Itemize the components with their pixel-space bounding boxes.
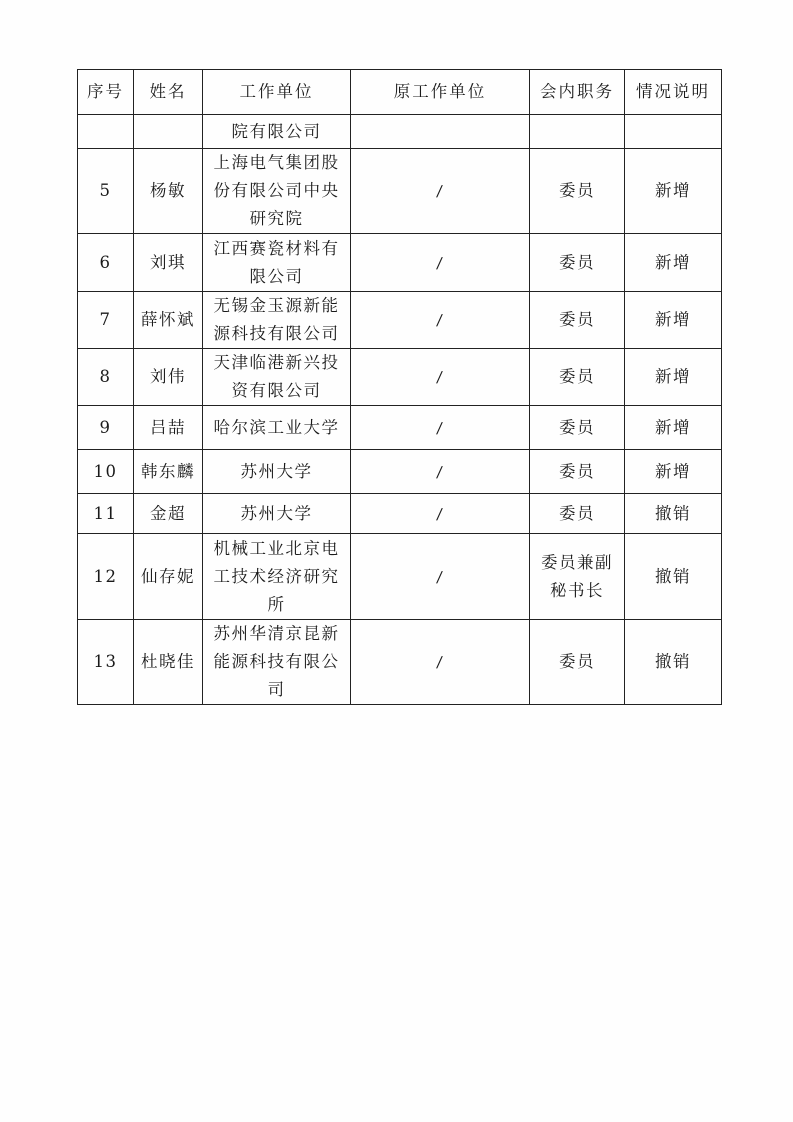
- cell-work-unit: [203, 620, 351, 705]
- header-no: 序号: [78, 70, 134, 115]
- role-line: 秘书长: [550, 580, 604, 600]
- cell-previous-unit: [351, 494, 530, 534]
- table-row: [78, 292, 722, 349]
- work-unit-line: 限公司: [249, 266, 304, 286]
- cell-no: 8: [78, 349, 134, 406]
- work-unit-line: 机械工业北京电: [213, 538, 340, 558]
- work-unit-line: 研究院: [249, 209, 304, 228]
- cell-role: [530, 450, 625, 494]
- work-unit-line: 院有限公司: [231, 121, 322, 141]
- header-note: 情况说明: [625, 70, 722, 115]
- cell-no: [78, 115, 134, 149]
- cell-no: 9: [78, 406, 134, 450]
- cell-no: 6: [78, 234, 134, 292]
- table-row: [78, 406, 722, 450]
- work-unit-line: 司: [267, 680, 286, 699]
- cell-previous-unit: [351, 534, 530, 620]
- cell-no: 5: [78, 149, 134, 234]
- previous-unit-value: /: [435, 253, 445, 272]
- cell-work-unit: [203, 349, 351, 406]
- cell-name: [134, 115, 203, 149]
- cell-no: 7: [78, 292, 134, 349]
- header-role: 会内职务: [530, 70, 625, 115]
- cell-name: 吕喆: [134, 406, 203, 450]
- work-unit-line: 资有限公司: [231, 381, 322, 400]
- cell-name: 刘伟: [134, 349, 203, 406]
- cell-note: 新增: [625, 450, 722, 494]
- header-previous-unit: 原工作单位: [351, 70, 530, 115]
- cell-note: 新增: [625, 149, 722, 234]
- table-body: [78, 115, 722, 705]
- cell-previous-unit: [351, 115, 530, 149]
- work-unit-line: 哈尔滨工业大学: [213, 417, 340, 437]
- cell-work-unit: [203, 149, 351, 234]
- cell-previous-unit: [351, 406, 530, 450]
- header-work-unit: 工作单位: [203, 70, 351, 115]
- cell-work-unit: [203, 292, 351, 349]
- previous-unit-value: /: [435, 567, 445, 586]
- role-line: 委员: [559, 181, 595, 200]
- work-unit-line: 源科技有限公司: [213, 324, 340, 343]
- cell-name: 金超: [134, 494, 203, 534]
- previous-unit-value: /: [435, 368, 445, 386]
- cell-name: 杨敏: [134, 149, 203, 234]
- work-unit-line: 所: [267, 594, 286, 614]
- previous-unit-value: /: [435, 418, 445, 437]
- cell-work-unit: [203, 115, 351, 149]
- work-unit-line: 苏州大学: [240, 461, 313, 481]
- cell-role: [530, 494, 625, 534]
- table-row: [78, 450, 722, 494]
- cell-role: [530, 534, 625, 620]
- previous-unit-value: /: [435, 462, 445, 481]
- work-unit-line: 份有限公司中央: [213, 181, 340, 200]
- cell-note: 新增: [625, 292, 722, 349]
- cell-previous-unit: [351, 292, 530, 349]
- cell-note: 撤销: [625, 620, 722, 705]
- cell-no: 10: [78, 450, 134, 494]
- header-name: 姓名: [134, 70, 203, 115]
- cell-no: 13: [78, 620, 134, 705]
- cell-name: 薛怀斌: [134, 292, 203, 349]
- cell-work-unit: [203, 450, 351, 494]
- table-row: [78, 494, 722, 534]
- role-line: 委员: [559, 503, 595, 523]
- cell-previous-unit: [351, 450, 530, 494]
- cell-previous-unit: [351, 234, 530, 292]
- cell-note: 撤销: [625, 494, 722, 534]
- cell-no: 11: [78, 494, 134, 534]
- cell-note: [625, 115, 722, 149]
- work-unit-line: 苏州华清京昆新: [213, 624, 340, 643]
- work-unit-line: 能源科技有限公: [213, 652, 340, 671]
- role-line: 委员: [559, 252, 595, 272]
- work-unit-line: 苏州大学: [240, 503, 313, 523]
- previous-unit-value: /: [435, 182, 445, 200]
- work-unit-line: 上海电气集团股: [213, 153, 340, 172]
- cell-note: 撤销: [625, 534, 722, 620]
- table-row: [78, 234, 722, 292]
- work-unit-line: 江西赛瓷材料有: [213, 238, 340, 258]
- cell-role: [530, 115, 625, 149]
- cell-name: 仙存妮: [134, 534, 203, 620]
- previous-unit-value: /: [435, 504, 445, 523]
- role-line: 委员: [559, 367, 595, 386]
- cell-role: [530, 406, 625, 450]
- cell-role: [530, 292, 625, 349]
- table-header-row: [78, 70, 722, 115]
- role-line: 委员: [559, 652, 595, 671]
- previous-unit-value: /: [435, 653, 445, 671]
- cell-previous-unit: [351, 149, 530, 234]
- cell-role: [530, 149, 625, 234]
- cell-role: [530, 349, 625, 406]
- role-line: 委员兼副: [541, 552, 613, 572]
- work-unit-line: 天津临港新兴投: [213, 353, 340, 372]
- previous-unit-value: /: [435, 311, 445, 329]
- work-unit-line: 无锡金玉源新能: [213, 296, 340, 315]
- cell-name: 韩东麟: [134, 450, 203, 494]
- role-line: 委员: [559, 461, 595, 481]
- cell-name: 杜晓佳: [134, 620, 203, 705]
- role-line: 委员: [559, 310, 595, 329]
- role-line: 委员: [559, 417, 595, 437]
- cell-role: [530, 620, 625, 705]
- cell-note: 新增: [625, 234, 722, 292]
- cell-note: 新增: [625, 406, 722, 450]
- cell-role: [530, 234, 625, 292]
- cell-no: 12: [78, 534, 134, 620]
- cell-name: 刘琪: [134, 234, 203, 292]
- cell-work-unit: [203, 534, 351, 620]
- cell-note: 新增: [625, 349, 722, 406]
- cell-previous-unit: [351, 349, 530, 406]
- table-row: [78, 349, 722, 406]
- work-unit-line: 工技术经济研究: [213, 566, 340, 586]
- cell-work-unit: [203, 234, 351, 292]
- cell-work-unit: [203, 406, 351, 450]
- table-row: [78, 149, 722, 234]
- cell-work-unit: [203, 494, 351, 534]
- committee-member-table: [77, 69, 722, 705]
- table-row-continuation: [78, 115, 722, 149]
- table-row: [78, 620, 722, 705]
- cell-previous-unit: [351, 620, 530, 705]
- table-row: [78, 534, 722, 620]
